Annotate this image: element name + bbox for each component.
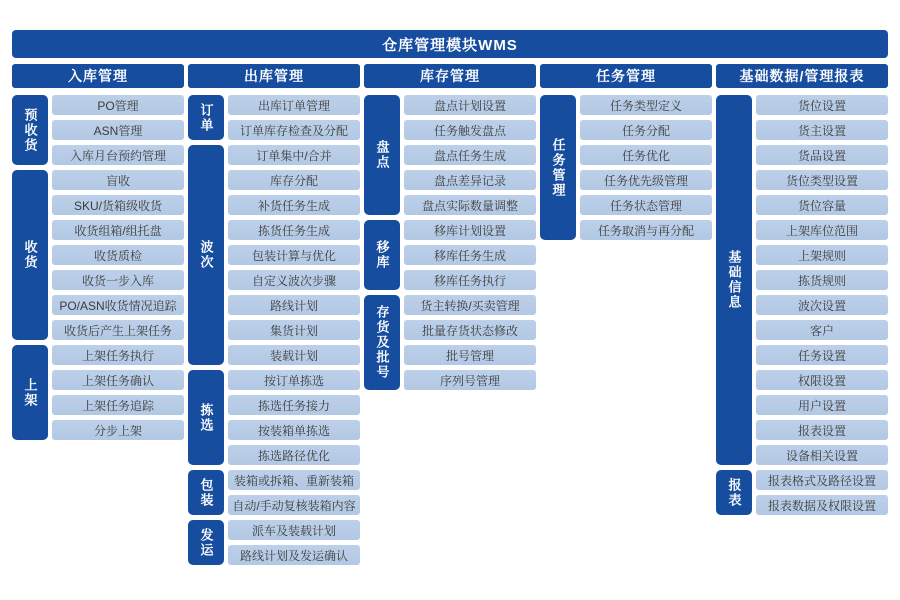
section-label: 波次 [188,145,224,365]
module-item: 序列号管理 [404,370,536,390]
module-item: 包装计算与优化 [228,245,360,265]
section-items [228,520,360,565]
module-item: 任务分配 [580,120,712,140]
module-item: 路线计划及发运确认 [228,545,360,565]
section-items [756,470,888,515]
section [12,95,184,165]
section-items [404,220,536,290]
diagram-column-3 [540,64,712,565]
section-label: 收货 [12,170,48,340]
section [364,295,536,390]
module-item: 货主转换/买卖管理 [404,295,536,315]
column-sections [12,95,184,440]
module-item: 盘点任务生成 [404,145,536,165]
module-item: 盘点差异记录 [404,170,536,190]
module-item: 权限设置 [756,370,888,390]
section-items [52,345,184,440]
module-item: 任务设置 [756,345,888,365]
section [12,345,184,440]
section-label: 拣选 [188,370,224,465]
section-items [228,470,360,515]
module-item: 出库订单管理 [228,95,360,115]
module-item: 订单集中/合并 [228,145,360,165]
module-item: 报表格式及路径设置 [756,470,888,490]
module-item: 盘点实际数量调整 [404,195,536,215]
module-item: 报表设置 [756,420,888,440]
column-sections [540,95,712,240]
module-item: 入库月台预约管理 [52,145,184,165]
module-item: 货位设置 [756,95,888,115]
section [364,95,536,215]
module-item: 派车及装载计划 [228,520,360,540]
module-item: 货位类型设置 [756,170,888,190]
module-item: 上架任务执行 [52,345,184,365]
module-item: 上架任务确认 [52,370,184,390]
column-sections [364,95,536,390]
module-item: 拣选路径优化 [228,445,360,465]
section [188,370,360,465]
diagram-column-1 [188,64,360,565]
title-banner [12,30,888,58]
module-item: 集货计划 [228,320,360,340]
section [540,95,712,240]
section-label: 包装 [188,470,224,515]
module-item: 装载计划 [228,345,360,365]
module-item: 任务类型定义 [580,95,712,115]
section-label: 盘点 [364,95,400,215]
section [716,470,888,515]
section-items [52,170,184,340]
diagram-column-4 [716,64,888,565]
columns-row [12,64,888,565]
module-item: 任务触发盘点 [404,120,536,140]
section-items [404,95,536,215]
section-label: 任务管理 [540,95,576,240]
column-header: 基础数据/管理报表 [716,64,888,88]
module-item: PO/ASN收货情况追踪 [52,295,184,315]
module-item: 库存分配 [228,170,360,190]
module-item: SKU/货箱级收货 [52,195,184,215]
section-label: 预收货 [12,95,48,165]
column-header: 库存管理 [364,64,536,88]
module-item: 移库任务生成 [404,245,536,265]
module-item: 用户设置 [756,395,888,415]
module-item: 任务状态管理 [580,195,712,215]
module-item: 补货任务生成 [228,195,360,215]
section-items [228,370,360,465]
module-item: 批号管理 [404,345,536,365]
module-item: 盘点计划设置 [404,95,536,115]
diagram-column-0 [12,64,184,565]
section-items [580,95,712,240]
module-item: 按订单拣选 [228,370,360,390]
section [12,170,184,340]
section-items [756,95,888,465]
module-item: 任务优化 [580,145,712,165]
module-item: 货主设置 [756,120,888,140]
module-item: 客户 [756,320,888,340]
diagram-column-2 [364,64,536,565]
module-item: 移库任务执行 [404,270,536,290]
section-label: 存货及批号 [364,295,400,390]
module-item: 收货后产生上架任务 [52,320,184,340]
section [188,470,360,515]
module-item: 拣货规则 [756,270,888,290]
module-item: 按装箱单拣选 [228,420,360,440]
section-label: 报表 [716,470,752,515]
column-sections [188,95,360,565]
section-label: 移库 [364,220,400,290]
module-item: 自动/手动复核装箱内容 [228,495,360,515]
column-header: 入库管理 [12,64,184,88]
section [716,95,888,465]
module-item: PO管理 [52,95,184,115]
module-item: 盲收 [52,170,184,190]
section-items [228,145,360,365]
diagram-title: 仓库管理模块WMS [382,36,518,54]
column-header: 任务管理 [540,64,712,88]
section-label: 基础信息 [716,95,752,465]
module-item: 收货组箱/组托盘 [52,220,184,240]
module-item: 货品设置 [756,145,888,165]
module-item: 拣货任务生成 [228,220,360,240]
module-item: 货位容量 [756,195,888,215]
module-item: 收货质检 [52,245,184,265]
module-item: 上架库位范围 [756,220,888,240]
section-items [404,295,536,390]
section-label: 上架 [12,345,48,440]
section [188,145,360,365]
module-item: 任务取消与再分配 [580,220,712,240]
module-item: 上架规则 [756,245,888,265]
section-items [52,95,184,165]
module-item: 批量存货状态修改 [404,320,536,340]
section [188,520,360,565]
module-item: 报表数据及权限设置 [756,495,888,515]
module-item: 分步上架 [52,420,184,440]
module-item: 订单库存检查及分配 [228,120,360,140]
section-label: 订单 [188,95,224,140]
module-item: 自定义波次步骤 [228,270,360,290]
column-sections [716,95,888,515]
section [188,95,360,140]
section-items [228,95,360,140]
module-item: 收货一步入库 [52,270,184,290]
column-header: 出库管理 [188,64,360,88]
section-label: 发运 [188,520,224,565]
module-item: 移库计划设置 [404,220,536,240]
module-item: 波次设置 [756,295,888,315]
section [364,220,536,290]
module-item: ASN管理 [52,120,184,140]
module-item: 设备相关设置 [756,445,888,465]
module-item: 装箱或拆箱、重新装箱 [228,470,360,490]
module-item: 任务优先级管理 [580,170,712,190]
module-item: 拣选任务接力 [228,395,360,415]
module-item: 上架任务追踪 [52,395,184,415]
module-item: 路线计划 [228,295,360,315]
